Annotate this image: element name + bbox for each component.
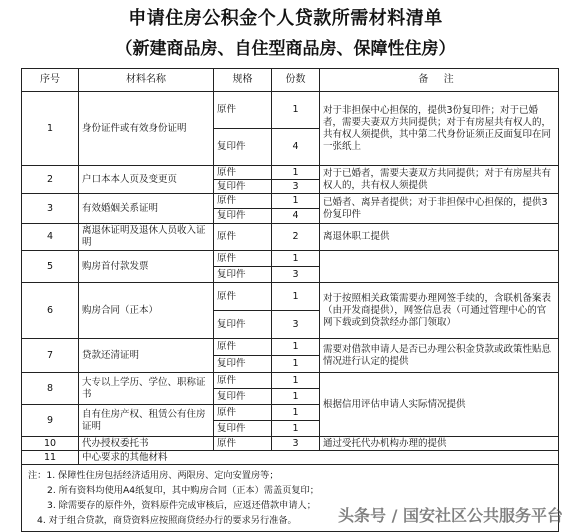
- row-material: 离退休证明及退休人员收入证明: [79, 224, 214, 251]
- row-count: 4: [272, 209, 320, 224]
- row-seq: 8: [22, 373, 79, 405]
- row-seq: 4: [22, 224, 79, 251]
- row-remark: [320, 251, 559, 283]
- table-row: [22, 451, 559, 465]
- row-remark: 通过受托代办机构办理的提供: [320, 437, 559, 451]
- row-spec: 复印件: [214, 129, 272, 166]
- row-remark: 离退休职工提供: [320, 224, 559, 251]
- row-spec: 原件: [214, 92, 272, 129]
- row-spec: 原件: [214, 194, 272, 209]
- document-subtitle: （新建商品房、自住型商品房、保障性住房）: [115, 39, 456, 59]
- row-spec: 复印件: [214, 209, 272, 224]
- row-spec: 原件: [214, 283, 272, 311]
- row-count: 3: [272, 437, 320, 451]
- row-spec: 原件: [214, 224, 272, 251]
- row-material: 户口本本人页及变更页: [79, 166, 214, 194]
- row-remark: 已婚者、离异者提供；对于非担保中心担保的，提供3份复印件: [320, 194, 559, 224]
- table-row: [22, 194, 559, 209]
- row-spec: 复印件: [214, 389, 272, 405]
- table-row: [22, 437, 559, 451]
- row-seq: 9: [22, 405, 79, 437]
- note-line-2: [28, 483, 552, 498]
- row-spec: 原件: [214, 166, 272, 180]
- row-spec: 复印件: [214, 267, 272, 283]
- document-title: 申请住房公积金个人贷款所需材料清单: [128, 8, 443, 29]
- row-spec: 原件: [214, 251, 272, 267]
- row-remark: 对于按照相关政策需要办理网签手续的，含联机备案表（由开发商提供），网签信息表（可通过管理中心的官网下载或到贷款经办部门领取）: [320, 283, 559, 339]
- watermark: 头条号 / 国安社区公共服务平台: [338, 506, 563, 525]
- note-item: 4. 对于组合贷款，商贷资料应按照商贷经办行的要求另行准备。: [37, 515, 297, 526]
- notes-label: 注：: [28, 470, 47, 481]
- row-spec: 原件: [214, 405, 272, 421]
- row-material: 自有住房产权、租赁公有住房证明: [79, 405, 214, 437]
- note-line-1: [28, 468, 552, 483]
- header-remark: 备 注: [320, 69, 559, 92]
- row-material: 有效婚姻关系证明: [79, 194, 214, 224]
- row-seq: 3: [22, 194, 79, 224]
- materials-table: [21, 68, 559, 532]
- row-material: 身份证件或有效身份证明: [79, 92, 214, 166]
- row-spec: 复印件: [214, 180, 272, 194]
- header-seq: 序号: [22, 69, 79, 92]
- row-remark: 对于已婚者，需要夫妻双方共同提供；对于有房屋共有权人的，共有权人须提供: [320, 166, 559, 194]
- row-count: 1: [272, 339, 320, 356]
- row-count: 1: [272, 356, 320, 373]
- row-count: 1: [272, 389, 320, 405]
- row-spec: 原件: [214, 437, 272, 451]
- row-seq: 6: [22, 283, 79, 339]
- table-row: [22, 92, 559, 129]
- table-row: [22, 339, 559, 356]
- row-seq: 10: [22, 437, 79, 451]
- row-count: 3: [272, 180, 320, 194]
- header-spec: 规格: [214, 69, 272, 92]
- row-material: 代办授权委托书: [79, 437, 214, 451]
- row-spec: 复印件: [214, 311, 272, 339]
- note-item: 3. 除需要存的原件外，资料原件完成审核后，应返还借款申请人；: [47, 500, 316, 511]
- row-count: 4: [272, 129, 320, 166]
- row-spec: 原件: [214, 339, 272, 356]
- row-seq: 1: [22, 92, 79, 166]
- row-seq: 7: [22, 339, 79, 373]
- row-seq: 5: [22, 251, 79, 283]
- table-row: [22, 224, 559, 251]
- row-count: 1: [272, 405, 320, 421]
- row-material: 购房合同（正本）: [79, 283, 214, 339]
- table-row: [22, 373, 559, 389]
- note-item: 1. 保障性住房包括经济适用房、两限房、定向安置房等；: [46, 470, 279, 481]
- row-spec: 复印件: [214, 356, 272, 373]
- row-seq: 11: [22, 451, 79, 465]
- row-spec: 原件: [214, 373, 272, 389]
- header-count: 份数: [272, 69, 320, 92]
- row-count: 1: [272, 166, 320, 180]
- table-row: [22, 283, 559, 311]
- row-count: 1: [272, 421, 320, 437]
- row-remark: 根据信用评估申请人实际情况提供: [320, 373, 559, 437]
- table-row: [22, 166, 559, 180]
- note-item: 2. 所有资料均使用A4纸复印，其中购房合同（正本）需盖页复印；: [47, 485, 319, 496]
- row-material: 贷款还清证明: [79, 339, 214, 373]
- row-count: 1: [272, 373, 320, 389]
- row-seq: 2: [22, 166, 79, 194]
- row-remark: 对于非担保中心担保的，提供3份复印件；对于已婚者，需要夫妻双方共同提供；对于有房屋共有权人的，共有权人须提供，其中第二代身份证须正反面复印在同一张纸上: [320, 92, 559, 166]
- table-header-row: [22, 69, 559, 92]
- table-row: [22, 251, 559, 267]
- row-spec: 复印件: [214, 421, 272, 437]
- row-material: 中心要求的其他材料: [79, 451, 559, 465]
- row-remark: 需要对借款申请人是否已办理公积金贷款或政策性贴息情况进行认定的提供: [320, 339, 559, 373]
- row-count: 1: [272, 283, 320, 311]
- row-count: 1: [272, 251, 320, 267]
- row-count: 3: [272, 311, 320, 339]
- row-material: 购房首付款发票: [79, 251, 214, 283]
- header-name: 材料名称: [79, 69, 214, 92]
- row-count: 1: [272, 92, 320, 129]
- row-count: 2: [272, 224, 320, 251]
- row-count: 1: [272, 194, 320, 209]
- row-count: 3: [272, 267, 320, 283]
- row-material: 大专以上学历、学位、职称证书: [79, 373, 214, 405]
